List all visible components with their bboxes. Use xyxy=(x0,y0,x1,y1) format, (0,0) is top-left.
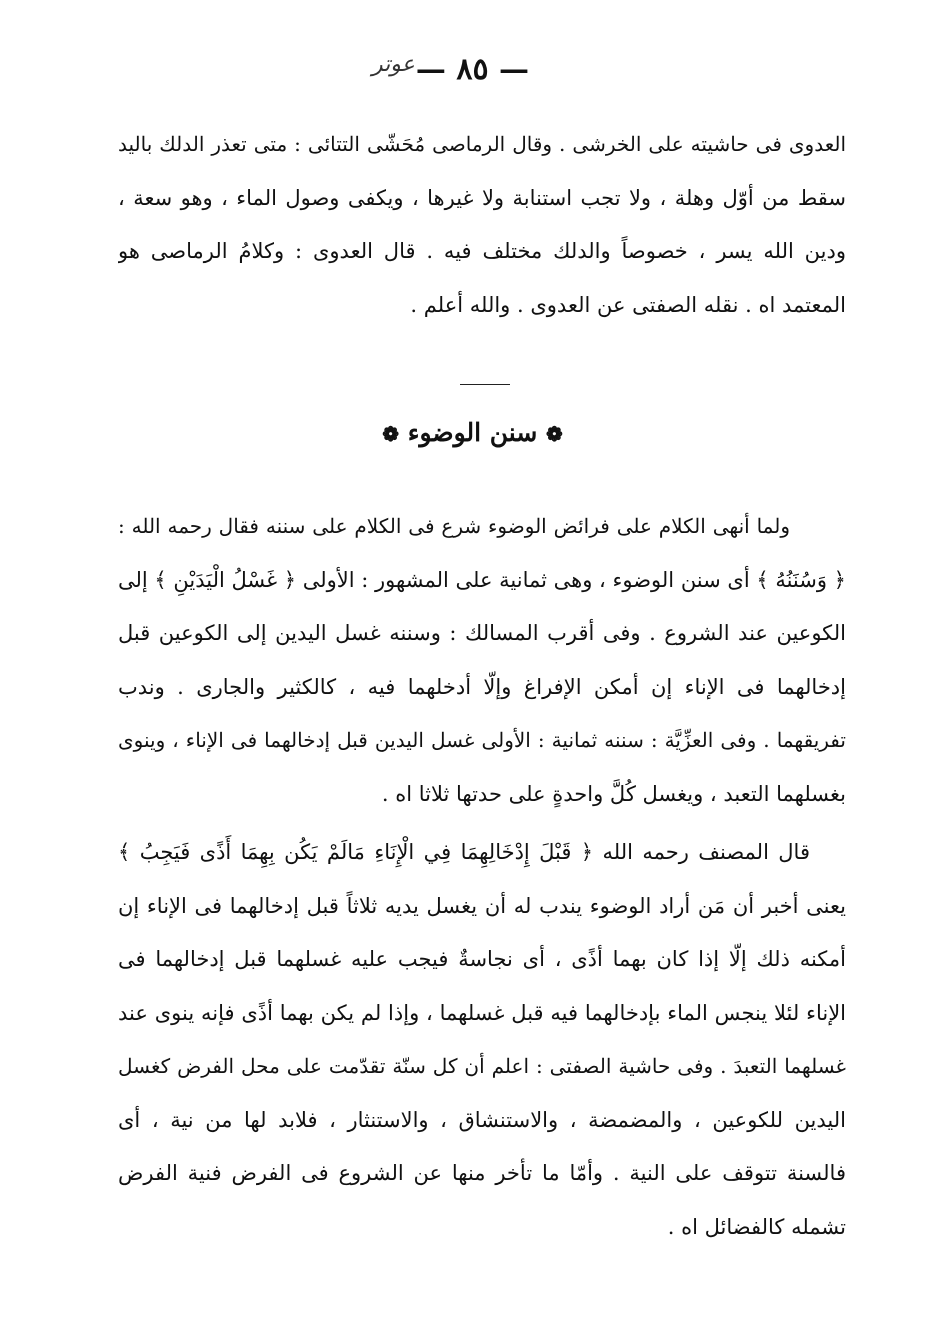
text-line: إدخالهما فى الإناء إن أمكن الإفراغ وإلّا أدخلهما فيه ، كالكثير والجارى . وندب xyxy=(118,674,846,699)
text-line: الكوعين عند الشروع . وفى أقرب المسالك : وسننه غسل اليدين إلى الكوعين قبل xyxy=(118,621,846,645)
section-title xyxy=(0,418,945,447)
text-line: ﴿ وَسُنَنُهُ ﴾ أى سنن الوضوء ، وهى ثمانية على المشهور : الأولى ﴿ غَسْلُ الْيَدَيْنِ ﴾ إلى xyxy=(118,567,846,592)
text-line: الإناء لئلا ينجس الماء بإدخالهما فيه قبل غسلهما ، وإذا لم يكن بهما أذًى فإنه ينوى عند xyxy=(118,1000,846,1025)
paragraph-1 xyxy=(118,118,846,332)
text-line: تفريقهما . وفى العزِّيَّة : سننه ثمانية : الأولى غسل اليدين قبل إدخالهما فى الإناء ، وينوى xyxy=(118,728,846,752)
text-line: اليدين للكوعين ، والمضمضة ، والاستنشاق ، والاستنثار ، فلابد لها من نية ، أى xyxy=(118,1107,846,1132)
ornament-icon: ❁ xyxy=(546,422,563,446)
ornament-icon: ❁ xyxy=(382,422,399,446)
text-line: ودين الله يسر ، خصوصاً والدلك مختلف فيه . قال العدوى : وكلامُ الرماصى هو xyxy=(118,239,846,263)
paragraph-2 xyxy=(118,500,846,821)
section-title-text: سنن الوضوء xyxy=(407,418,538,447)
text-line: غسلهما التعبدَ . وفى حاشية الصفتى : اعلم أن كل سنّة تقدّمت على محل الفرض كغسل xyxy=(118,1054,846,1078)
text-line: سقط من أوّل وهلة ، ولا تجب استنابة ولا غيرها ، ويكفى وصول الماء ، وهو سعة ، xyxy=(118,185,846,210)
text-line: تشمله كالفضائل اه . xyxy=(667,1214,846,1239)
text-line: فالسنة تتوقف على النية . وأمّا ما تأخر منها عن الشروع فى الفرض فنية الفرض xyxy=(118,1161,846,1185)
text-line: المعتمد اه . نقله الصفتى عن العدوى . والله أعلم . xyxy=(410,292,846,317)
text-line: أمكنه ذلك إلّا إذا كان بهما أذًى ، أى نجاسةٌ فيجب عليه غسلهما قبل إدخالهما فى xyxy=(118,947,846,971)
paragraph-3 xyxy=(118,826,846,1254)
text-line: قال المصنف رحمه الله ﴿ قَبْلَ إِدْخَالِهِمَا فِي الْإِنَاءِ مَالَمْ يَكُن بِهِمَا أَذًى فَيَجِبُ ﴾ xyxy=(118,840,810,864)
text-line: بغسلهما التعبد ، ويغسل كُلَّ واحدةٍ على حدتها ثلاثا اه . xyxy=(381,781,846,806)
text-line: العدوى فى حاشيته على الخرشى . وقال الرماصى مُحَشّى التتائى : متى تعذر الدلك باليد xyxy=(118,132,846,156)
page-number: — ٨٥ — xyxy=(415,52,530,87)
text-line: يعنى أخبر أن مَن أراد الوضوء يندب له أن يغسل يديه ثلاثاً قبل إدخالهما فى الإناء إن xyxy=(118,893,846,918)
text-line: ولما أنهى الكلام على فرائض الوضوء شرع فى الكلام على سننه فقال رحمه الله : xyxy=(118,514,790,538)
section-divider xyxy=(460,384,510,385)
page-header xyxy=(0,52,945,87)
handwritten-margin-note: ﻋﻮﺗﺮ xyxy=(372,52,415,77)
